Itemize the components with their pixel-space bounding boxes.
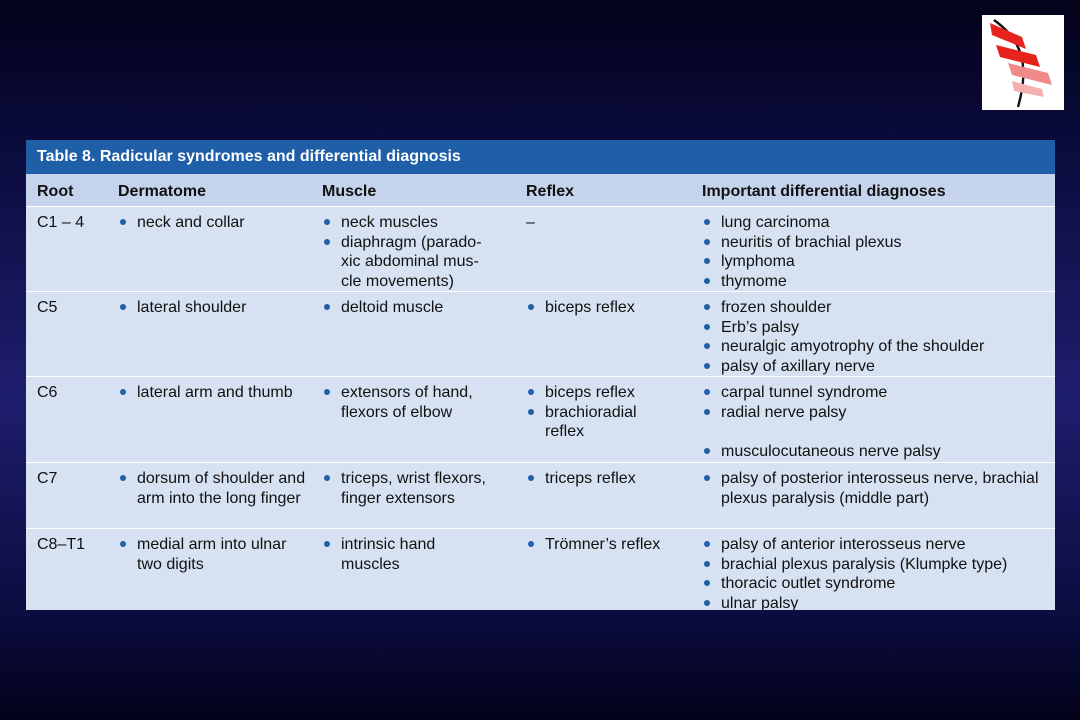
list-item: biceps reflex (526, 383, 676, 403)
dermatome-cell (118, 469, 313, 508)
differential-cell (702, 213, 1052, 291)
spine-logo (982, 15, 1064, 110)
list-item: carpal tunnel syndrome (702, 383, 1052, 403)
table-row (26, 529, 1055, 610)
list-item: lateral arm and thumb (118, 383, 293, 403)
dermatome-cell (118, 383, 293, 403)
list-item: radial nerve palsy (702, 403, 1052, 423)
table-row (26, 207, 1055, 292)
list-item: triceps, wrist flexors, finger extensors (322, 469, 522, 508)
list-item: triceps reflex (526, 469, 696, 489)
muscle-cell (322, 469, 522, 508)
list-item: neck muscles (322, 213, 497, 233)
dermatome-cell (118, 535, 293, 574)
table-caption: Table 8. Radicular syndromes and differential diagnosis (26, 140, 1055, 174)
dermatome-cell (118, 298, 318, 318)
header-reflex: Reflex (526, 183, 575, 200)
list-item: neuritis of brachial plexus (702, 233, 1052, 253)
differential-cell (702, 535, 1052, 610)
list-item: palsy of posterior interosseus nerve, brachial plexus paralysis (middle part) (702, 469, 1047, 508)
list-item: biceps reflex (526, 298, 696, 318)
list-item: neuralgic amyotrophy of the shoulder (702, 337, 1052, 357)
table-row (26, 377, 1055, 463)
list-item: frozen shoulder (702, 298, 1052, 318)
header-root: Root (37, 183, 74, 200)
list-item: musculocutaneous nerve palsy (702, 442, 1052, 462)
list-item: lung carcinoma (702, 213, 1052, 233)
root-cell: C6 (37, 384, 58, 401)
list-item: palsy of axillary nerve (702, 357, 1052, 377)
list-item: Trömner’s reflex (526, 535, 696, 555)
root-cell: C5 (37, 299, 58, 316)
spine-logo-icon (982, 15, 1064, 110)
reflex-cell (526, 535, 696, 555)
muscle-cell (322, 213, 497, 291)
list-item: dorsum of shoulder and arm into the long finger (118, 469, 313, 508)
reflex-cell: – (526, 214, 535, 231)
header-differential-diagnoses: Important differential diagnoses (702, 183, 946, 200)
table-row (26, 463, 1055, 529)
list-item: thymome (702, 272, 1052, 292)
radicular-syndromes-table (26, 140, 1055, 610)
list-item: diaphragm (parado-xic abdominal mus-cle movements) (322, 233, 497, 292)
list-item: lateral shoulder (118, 298, 318, 318)
table-header-row (26, 174, 1055, 207)
muscle-cell (322, 383, 522, 422)
list-item: thoracic outlet syndrome (702, 574, 1052, 594)
root-cell: C8–T1 (37, 536, 86, 553)
list-item: palsy of anterior interosseus nerve (702, 535, 1052, 555)
list-item: ulnar palsy (702, 594, 1052, 611)
header-muscle: Muscle (322, 183, 377, 200)
differential-cell (702, 383, 1052, 461)
list-item: medial arm into ulnar two digits (118, 535, 293, 574)
differential-cell (702, 298, 1052, 376)
muscle-cell (322, 298, 522, 318)
list-item: deltoid muscle (322, 298, 522, 318)
list-item: extensors of hand, flexors of elbow (322, 383, 522, 422)
muscle-cell (322, 535, 487, 574)
dermatome-cell (118, 213, 318, 233)
root-cell: C1 – 4 (37, 214, 85, 231)
reflex-cell (526, 383, 676, 442)
table-row (26, 292, 1055, 377)
root-cell: C7 (37, 470, 58, 487)
list-item: brachial plexus paralysis (Klumpke type) (702, 555, 1052, 575)
list-item: intrinsic hand muscles (322, 535, 487, 574)
list-item: Erb’s palsy (702, 318, 1052, 338)
differential-cell (702, 469, 1047, 508)
list-item: neck and collar (118, 213, 318, 233)
reflex-cell (526, 469, 696, 489)
list-item: lymphoma (702, 252, 1052, 272)
header-dermatome: Dermatome (118, 183, 207, 200)
reflex-cell (526, 298, 696, 318)
list-item: brachioradial reflex (526, 403, 676, 442)
